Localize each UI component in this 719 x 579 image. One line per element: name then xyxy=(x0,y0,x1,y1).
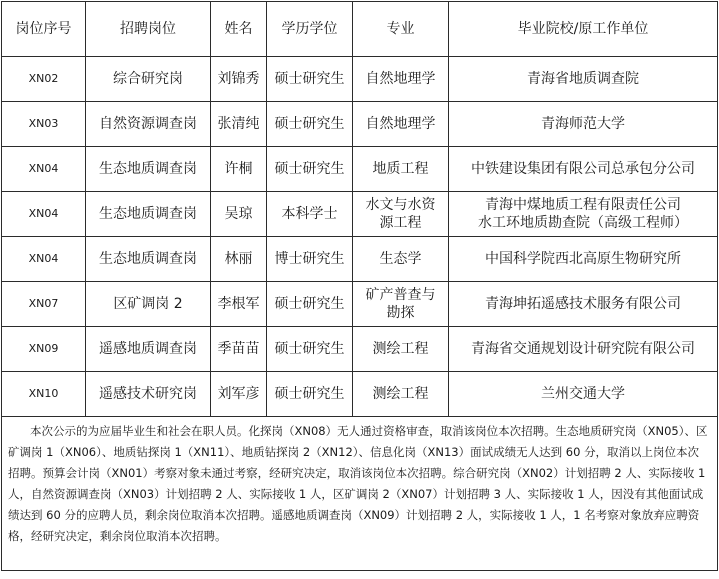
school-cell xyxy=(449,147,718,192)
degree-cell: 硕士研究生 xyxy=(267,57,353,102)
name-cell: 吴琼 xyxy=(211,192,267,237)
school-cell-line: 青海师范大学 xyxy=(541,116,625,132)
table-row xyxy=(2,327,718,372)
school-cell-line: 青海坤拓遥感技术服务有限公司 xyxy=(485,296,681,312)
table-row xyxy=(2,282,718,327)
school-cell xyxy=(449,57,718,102)
header-cell: 学历学位 xyxy=(267,2,353,57)
school-cell xyxy=(449,102,718,147)
school-cell-line: 中铁建设集团有限公司总承包分公司 xyxy=(471,161,695,177)
note-text: 本次公示的为应届毕业生和社会在职人员。化探岗（XN08）无人通过资格审查，取消该岗位本次招聘。生态地质研究岗（XN05）、区矿调岗 1（XN06）、地质钻探岗 1（XN11）、地质钻探岗 2（XN12）、信息化岗（XN13）面试成绩无人达到 60 分，取消以上岗位本次招聘。预算会计岗（XN01）考察对象未通过考察，经研究决定，取消该岗位本次招聘。综合研究岗（XN02）计划招聘 2 人、实际接收 1 人，自然资源调查岗（XN03）计划招聘 2 人、实际接收 1 人，区矿调岗 2（XN07）计划招聘 3 人、实际接收 1 人，因没有其他面试成绩达到 60 分的应聘人员，剩余岗位取消本次招聘。遥感地质调查岗（XN09）计划招聘 2 人，实际接收 1 人，1 名考察对象放弃应聘资格，经研究决定，剩余岗位取消本次招聘。 xyxy=(8,424,708,543)
position-code-cell: XN07 xyxy=(2,282,86,327)
school-cell xyxy=(449,372,718,417)
major-cell-line: 测绘工程 xyxy=(372,341,429,357)
position-cell: 生态地质调查岗 xyxy=(86,192,211,237)
major-cell-line: 自然地理学 xyxy=(365,71,436,87)
major-cell xyxy=(353,237,449,282)
major-cell-line: 地质工程 xyxy=(372,161,429,177)
major-cell xyxy=(353,147,449,192)
name-cell: 季苗苗 xyxy=(211,327,267,372)
header-cell: 专业 xyxy=(353,2,449,57)
position-code-cell: XN09 xyxy=(2,327,86,372)
header-cell: 招聘岗位 xyxy=(86,2,211,57)
position-code-cell: XN04 xyxy=(2,147,86,192)
degree-cell: 硕士研究生 xyxy=(267,147,353,192)
position-cell: 生态地质调查岗 xyxy=(86,147,211,192)
position-cell: 遥感技术研究岗 xyxy=(86,372,211,417)
position-cell: 自然资源调查岗 xyxy=(86,102,211,147)
school-cell-line: 水工环地质勘查院（高级工程师） xyxy=(478,215,688,231)
table-row xyxy=(2,237,718,282)
school-cell xyxy=(449,327,718,372)
position-cell: 综合研究岗 xyxy=(86,57,211,102)
header-cell: 毕业院校/原工作单位 xyxy=(449,2,718,57)
school-cell-line: 青海省地质调查院 xyxy=(527,71,639,87)
name-cell: 许桐 xyxy=(211,147,267,192)
name-cell: 刘军彦 xyxy=(211,372,267,417)
table-row xyxy=(2,372,718,417)
table-row xyxy=(2,57,718,102)
note-row xyxy=(2,417,718,571)
degree-cell: 硕士研究生 xyxy=(267,372,353,417)
degree-cell: 硕士研究生 xyxy=(267,102,353,147)
position-cell: 区矿调岗 2 xyxy=(86,282,211,327)
table-row xyxy=(2,102,718,147)
degree-cell: 本科学士 xyxy=(267,192,353,237)
major-cell-line: 测绘工程 xyxy=(372,386,429,402)
results-table xyxy=(1,1,718,571)
school-cell xyxy=(449,282,718,327)
position-cell: 遥感地质调查岗 xyxy=(86,327,211,372)
major-cell xyxy=(353,282,449,327)
name-cell: 林丽 xyxy=(211,237,267,282)
major-cell-line: 勘探 xyxy=(386,305,415,321)
school-cell-line: 兰州交通大学 xyxy=(541,386,625,402)
name-cell: 李根军 xyxy=(211,282,267,327)
position-cell: 生态地质调查岗 xyxy=(86,237,211,282)
major-cell xyxy=(353,327,449,372)
header-row xyxy=(2,2,718,57)
major-cell-line: 源工程 xyxy=(379,215,422,231)
position-code-cell: XN10 xyxy=(2,372,86,417)
position-code-cell: XN04 xyxy=(2,192,86,237)
major-cell xyxy=(353,102,449,147)
position-code-cell: XN04 xyxy=(2,237,86,282)
position-code-cell: XN02 xyxy=(2,57,86,102)
major-cell-line: 水文与水资 xyxy=(365,197,436,213)
header-cell: 姓名 xyxy=(211,2,267,57)
major-cell xyxy=(353,57,449,102)
school-cell-line: 中国科学院西北高原生物研究所 xyxy=(485,251,681,267)
degree-cell: 硕士研究生 xyxy=(267,327,353,372)
school-cell-line: 青海中煤地质工程有限责任公司 xyxy=(485,197,681,213)
table-row xyxy=(2,192,718,237)
major-cell-line: 矿产普查与 xyxy=(365,287,436,303)
header-cell: 岗位序号 xyxy=(2,2,86,57)
school-cell xyxy=(449,237,718,282)
table-row xyxy=(2,147,718,192)
major-cell xyxy=(353,192,449,237)
name-cell: 张清纯 xyxy=(211,102,267,147)
major-cell-line: 自然地理学 xyxy=(365,116,436,132)
school-cell xyxy=(449,192,718,237)
position-code-cell: XN03 xyxy=(2,102,86,147)
school-cell-line: 青海省交通规划设计研究院有限公司 xyxy=(471,341,695,357)
announcement-note xyxy=(2,417,718,571)
major-cell-line: 生态学 xyxy=(379,251,422,267)
major-cell xyxy=(353,372,449,417)
degree-cell: 博士研究生 xyxy=(267,237,353,282)
name-cell: 刘锦秀 xyxy=(211,57,267,102)
degree-cell: 硕士研究生 xyxy=(267,282,353,327)
